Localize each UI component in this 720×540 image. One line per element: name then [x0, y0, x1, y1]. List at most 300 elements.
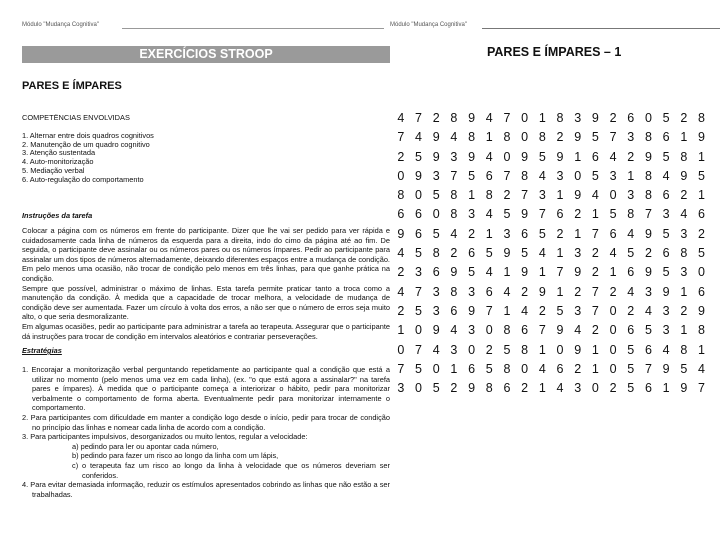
grid-digit[interactable]: 8: [644, 188, 652, 203]
grid-digit[interactable]: 2: [591, 323, 599, 338]
list-item: 1. Encorajar a monitorização verbal perguntando repetidamente ao participante qual a condição que está a utilizar no momento (pelo menos uma vez em cada linha), (ex. "o que está agora a assinalar?" na tarefa pares e ímpares). À medida que o participante começa a interiorizar o hábito, pedir para monitorizar verbalmente o comportamento de forma aberta. Eventualmente pedir para monitorizar internamente o comportamento.: [22, 365, 390, 413]
grid-digit[interactable]: 3: [680, 265, 688, 280]
grid-digit[interactable]: 4: [662, 342, 670, 357]
grid-digit[interactable]: 6: [521, 226, 529, 241]
grid-digit[interactable]: 9: [644, 149, 652, 164]
number-grid: [392, 111, 710, 400]
grid-digit[interactable]: 7: [698, 381, 705, 396]
grid-digit[interactable]: 8: [521, 342, 529, 357]
grid-digit[interactable]: 2: [503, 188, 511, 203]
grid-digit[interactable]: 2: [680, 303, 688, 318]
grid-digit[interactable]: 6: [415, 226, 422, 241]
grid-digit[interactable]: 9: [556, 149, 564, 164]
grid-digit[interactable]: 0: [609, 323, 617, 338]
grid-digit[interactable]: 5: [662, 149, 670, 164]
grid-digit[interactable]: 8: [503, 323, 511, 338]
grid-digit[interactable]: 1: [538, 111, 546, 125]
grid-digit[interactable]: 4: [644, 303, 652, 318]
grid-digit[interactable]: 3: [432, 303, 440, 318]
grid-digit[interactable]: 4: [521, 303, 529, 318]
grid-digit[interactable]: 4: [609, 149, 617, 164]
grid-digit[interactable]: 6: [556, 207, 564, 222]
grid-digit[interactable]: 0: [609, 303, 617, 318]
grid-digit[interactable]: 3: [662, 303, 670, 318]
grid-digit[interactable]: 0: [574, 168, 582, 183]
grid-digit[interactable]: 8: [503, 361, 511, 376]
grid-digit[interactable]: 6: [468, 361, 476, 376]
grid-digit[interactable]: 6: [432, 265, 440, 280]
grid-digit[interactable]: 9: [662, 284, 670, 299]
grid-digit[interactable]: 0: [397, 168, 405, 183]
grid-digit[interactable]: 0: [415, 323, 422, 338]
grid-digit[interactable]: 7: [503, 111, 511, 125]
grid-digit[interactable]: 9: [574, 342, 582, 357]
grid-digit[interactable]: 4: [485, 265, 493, 280]
grid-digit[interactable]: 2: [556, 130, 564, 145]
grid-digit[interactable]: 2: [468, 226, 476, 241]
grid-digit[interactable]: 9: [432, 149, 440, 164]
grid-digit[interactable]: 3: [503, 226, 511, 241]
grid-digit[interactable]: 4: [503, 284, 511, 299]
grid-digit[interactable]: 9: [432, 323, 440, 338]
grid-digit[interactable]: 9: [644, 226, 652, 241]
grid-digit[interactable]: 5: [627, 246, 635, 261]
grid-digit[interactable]: 4: [397, 111, 405, 125]
grid-digit[interactable]: 4: [574, 323, 582, 338]
grid-digit[interactable]: 5: [485, 361, 493, 376]
list-item: 6. Auto-regulação do comportamento: [22, 174, 144, 184]
sheet-title: PARES E ÍMPARES – 1: [487, 45, 622, 59]
list-item: 2. Para participantes com dificuldade em manter a condição logo desde o início, pedir para trocar de condição no princípio das linhas e nomear cada linha de acordo com a condição.: [22, 412, 390, 432]
grid-digit[interactable]: 1: [698, 149, 705, 164]
grid-digit[interactable]: 6: [521, 323, 529, 338]
grid-digit[interactable]: 7: [591, 284, 599, 299]
grid-digit[interactable]: 8: [538, 130, 546, 145]
grid-digit[interactable]: 5: [627, 381, 635, 396]
grid-digit[interactable]: 4: [485, 149, 493, 164]
grid-digit[interactable]: 1: [538, 381, 546, 396]
grid-digit[interactable]: 8: [485, 381, 493, 396]
grid-digit[interactable]: 7: [591, 226, 599, 241]
list-item: 4. Para evitar demasiada informação, reduzir os estímulos apresentados cobrindo as linhas que não estão a ser trabalhadas.: [22, 480, 390, 499]
grid-digit[interactable]: 1: [574, 149, 582, 164]
grid-digit[interactable]: 1: [397, 323, 405, 338]
grid-digit[interactable]: 5: [415, 361, 422, 376]
grid-digit[interactable]: 7: [644, 361, 652, 376]
grid-digit[interactable]: 8: [450, 111, 458, 125]
grid-digit[interactable]: 4: [556, 381, 564, 396]
grid-digit[interactable]: 4: [538, 361, 546, 376]
grid-digit[interactable]: 7: [415, 284, 422, 299]
grid-digit[interactable]: 8: [644, 130, 652, 145]
grid-digit[interactable]: 5: [432, 381, 440, 396]
grid-digit[interactable]: 8: [627, 207, 635, 222]
grid-digit[interactable]: 5: [432, 226, 440, 241]
grid-digit[interactable]: 2: [627, 303, 635, 318]
grid-digit[interactable]: 2: [450, 381, 458, 396]
grid-digit[interactable]: 4: [662, 168, 670, 183]
grid-digit[interactable]: 5: [521, 246, 529, 261]
competencias-heading: COMPETÊNCIAS ENVOLVIDAS: [22, 114, 130, 122]
grid-digit[interactable]: 0: [698, 265, 705, 280]
grid-digit[interactable]: 9: [468, 149, 476, 164]
grid-digit[interactable]: 2: [485, 342, 493, 357]
grid-digit[interactable]: 6: [397, 207, 405, 222]
grid-digit[interactable]: 9: [432, 130, 440, 145]
grid-digit[interactable]: 8: [485, 188, 493, 203]
grid-digit[interactable]: 7: [556, 265, 564, 280]
grid-digit[interactable]: 5: [538, 149, 546, 164]
grid-digit[interactable]: 6: [662, 246, 670, 261]
grid-digit[interactable]: 0: [644, 111, 652, 125]
grid-digit[interactable]: 4: [538, 246, 546, 261]
grid-digit[interactable]: 3: [609, 168, 617, 183]
grid-digit[interactable]: 9: [644, 265, 652, 280]
grid-digit[interactable]: 2: [627, 149, 635, 164]
grid-digit[interactable]: 3: [574, 111, 582, 125]
grid-digit[interactable]: 9: [468, 381, 476, 396]
grid-digit[interactable]: 0: [432, 207, 440, 222]
list-item: 3. Para participantes impulsivos, desorganizados ou muito lentos, regular a velocidade:: [22, 432, 308, 442]
instrucoes-paragraph: Em algumas ocasiões, pedir ao participante para administrar a tarefa ao terapeuta. Assegurar que o participante dá instruções para trocar de condição em intervalos aleatórios e contrariar perseverações.: [22, 321, 390, 341]
grid-digit[interactable]: 5: [556, 303, 564, 318]
grid-digit[interactable]: 9: [521, 265, 529, 280]
grid-digit[interactable]: 4: [397, 246, 405, 261]
grid-digit[interactable]: 3: [574, 381, 582, 396]
grid-digit[interactable]: 9: [574, 130, 582, 145]
grid-digit[interactable]: 3: [538, 188, 546, 203]
list-item: 1. Alternar entre dois quadros cognitivos: [22, 130, 154, 140]
grid-digit[interactable]: 7: [415, 111, 422, 125]
grid-digit[interactable]: 9: [450, 265, 458, 280]
grid-digit[interactable]: 3: [450, 149, 458, 164]
grid-digit[interactable]: 6: [627, 323, 635, 338]
list-item: 5. Mediação verbal: [22, 165, 85, 175]
grid-digit[interactable]: 2: [574, 284, 582, 299]
grid-digit[interactable]: 6: [698, 207, 705, 222]
grid-digit[interactable]: 2: [591, 246, 599, 261]
grid-digit[interactable]: 0: [503, 149, 511, 164]
grid-digit[interactable]: 5: [627, 342, 635, 357]
grid-digit[interactable]: 5: [627, 361, 635, 376]
list-item: 3. Atenção sustentada: [22, 148, 96, 158]
grid-digit[interactable]: 7: [503, 168, 511, 183]
grid-digit[interactable]: 2: [609, 381, 617, 396]
grid-digit[interactable]: 6: [503, 381, 511, 396]
grid-digit[interactable]: 0: [415, 381, 422, 396]
grid-digit[interactable]: 9: [574, 188, 582, 203]
header-right-module: Módulo "Mudança Cognitiva": [390, 22, 467, 28]
grid-digit[interactable]: 1: [591, 207, 599, 222]
grid-digit[interactable]: 1: [680, 130, 688, 145]
exercise-banner: EXERCÍCIOS STROOP: [22, 46, 390, 63]
grid-digit[interactable]: 1: [627, 168, 635, 183]
grid-digit[interactable]: 2: [574, 361, 582, 376]
grid-digit[interactable]: 4: [609, 246, 617, 261]
grid-digit[interactable]: 1: [574, 226, 582, 241]
grid-digit[interactable]: 5: [415, 246, 422, 261]
grid-digit[interactable]: 9: [415, 168, 422, 183]
grid-digit[interactable]: 7: [538, 207, 546, 222]
grid-digit[interactable]: 3: [397, 381, 405, 396]
grid-digit[interactable]: 5: [644, 323, 652, 338]
grid-digit[interactable]: 1: [556, 188, 564, 203]
grid-digit[interactable]: 7: [450, 168, 458, 183]
grid-digit[interactable]: 0: [432, 361, 440, 376]
estrategias-list: [22, 365, 390, 499]
grid-digit[interactable]: 3: [627, 130, 635, 145]
grid-digit[interactable]: 5: [432, 188, 440, 203]
grid-digit[interactable]: 9: [574, 265, 582, 280]
section-title: PARES E ÍMPARES: [22, 80, 122, 92]
grid-digit[interactable]: 0: [609, 361, 617, 376]
grid-digit[interactable]: 3: [432, 284, 440, 299]
grid-digit[interactable]: 3: [574, 303, 582, 318]
grid-digit[interactable]: 1: [468, 188, 476, 203]
grid-digit[interactable]: 7: [644, 207, 652, 222]
grid-digit[interactable]: 2: [538, 303, 546, 318]
grid-digit[interactable]: 2: [521, 284, 529, 299]
grid-digit[interactable]: 6: [468, 246, 476, 261]
grid-digit[interactable]: 9: [468, 303, 476, 318]
list-item: 2. Manutenção de um quadro cognitivo: [22, 139, 150, 149]
header-rule-right: [482, 28, 720, 29]
grid-digit[interactable]: 1: [538, 265, 546, 280]
grid-digit[interactable]: 1: [503, 265, 511, 280]
grid-digit[interactable]: 8: [644, 168, 652, 183]
grid-digit[interactable]: 5: [591, 130, 599, 145]
grid-digit[interactable]: 4: [415, 130, 422, 145]
grid-digit[interactable]: 9: [680, 381, 688, 396]
grid-digit[interactable]: 8: [503, 130, 511, 145]
grid-digit[interactable]: 4: [397, 284, 405, 299]
grid-digit[interactable]: 0: [485, 323, 493, 338]
grid-digit[interactable]: 5: [468, 168, 476, 183]
grid-digit[interactable]: 2: [450, 246, 458, 261]
grid-digit[interactable]: 9: [591, 111, 599, 125]
grid-digit[interactable]: 6: [591, 149, 599, 164]
grid-digit[interactable]: 4: [698, 361, 705, 376]
grid-digit[interactable]: 9: [397, 226, 405, 241]
grid-digit[interactable]: 6: [485, 284, 493, 299]
grid-digit[interactable]: 3: [644, 284, 652, 299]
grid-digit[interactable]: 5: [609, 207, 617, 222]
grid-digit[interactable]: 3: [574, 246, 582, 261]
grid-digit[interactable]: 7: [591, 303, 599, 318]
grid-digit[interactable]: 1: [698, 342, 705, 357]
grid-digit[interactable]: 8: [680, 342, 688, 357]
list-subitem: c) o terapeuta faz um risco ao longo da linha à velocidade que os números deveriam ser conferidos.: [72, 460, 390, 480]
grid-digit[interactable]: 6: [698, 284, 705, 299]
grid-digit[interactable]: 2: [609, 284, 617, 299]
grid-digit[interactable]: 0: [468, 342, 476, 357]
grid-digit[interactable]: 6: [415, 207, 422, 222]
grid-digit[interactable]: 5: [538, 226, 546, 241]
grid-digit[interactable]: 8: [450, 188, 458, 203]
grid-digit[interactable]: 5: [415, 149, 422, 164]
grid-digit[interactable]: 2: [644, 246, 652, 261]
grid-digit[interactable]: 8: [680, 149, 688, 164]
grid-digit[interactable]: 3: [680, 226, 688, 241]
grid-digit[interactable]: 7: [609, 130, 617, 145]
grid-digit[interactable]: 0: [556, 342, 564, 357]
grid-digit[interactable]: 1: [485, 226, 493, 241]
grid-digit[interactable]: 1: [591, 361, 599, 376]
grid-digit[interactable]: 8: [521, 168, 529, 183]
grid-digit[interactable]: 9: [503, 246, 511, 261]
grid-digit[interactable]: 4: [485, 111, 493, 125]
grid-digit[interactable]: 6: [627, 111, 635, 125]
header-left-module: Módulo "Mudança Cognitiva": [22, 22, 99, 28]
instrucoes-heading: Instruções da tarefa: [22, 212, 93, 220]
grid-digit[interactable]: 0: [521, 111, 529, 125]
grid-digit[interactable]: 6: [627, 265, 635, 280]
grid-digit[interactable]: 6: [644, 381, 652, 396]
grid-digit[interactable]: 1: [662, 381, 670, 396]
instrucoes-paragraph: Sempre que possível, administrar o máximo de linhas. Esta tarefa permite praticar tanto a troca como a manutenção da condição. À medida que a capacidade de trocar melhora, a velocidade de mudança de condição deve ser aumentada. Fazer um círculo à volta dos erros, a não ser que o número de erros seja muito alto, o que seria desmoralizante.: [22, 283, 390, 322]
grid-digit[interactable]: 2: [397, 303, 405, 318]
grid-digit[interactable]: 1: [556, 284, 564, 299]
grid-digit[interactable]: 0: [591, 381, 599, 396]
grid-digit[interactable]: 5: [662, 265, 670, 280]
grid-digit[interactable]: 9: [521, 149, 529, 164]
grid-digit[interactable]: 4: [538, 168, 546, 183]
grid-digit[interactable]: 5: [503, 342, 511, 357]
grid-digit[interactable]: 8: [680, 246, 688, 261]
grid-digit[interactable]: 0: [609, 188, 617, 203]
grid-digit[interactable]: 3: [662, 323, 670, 338]
grid-digit[interactable]: 5: [503, 207, 511, 222]
grid-digit[interactable]: 6: [662, 130, 670, 145]
grid-digit[interactable]: 5: [698, 246, 705, 261]
grid-digit[interactable]: 3: [556, 168, 564, 183]
instrucoes-paragraph: Colocar a página com os números em frente do participante. Dizer que lhe vai ser pedido para ver rápida e cuidadosamente cada linha de números da esquerda para a direita, indo do cimo da página até ao fim. De seguida, o participante deve assinalar ou os números pares ou os números ímpares. Pedir ao participante para assinalar um dos tipos de números alternadamente, deixando diferentes espaços entre a mudança de condição. Em pelo menos uma ocasião, não trocar de condição pelo menos em três linhas, para que ganhe prática na condição.: [22, 226, 390, 283]
grid-digit[interactable]: 5: [485, 246, 493, 261]
grid-digit[interactable]: 1: [503, 303, 511, 318]
grid-digit[interactable]: 3: [450, 342, 458, 357]
grid-digit[interactable]: 7: [485, 303, 493, 318]
grid-digit[interactable]: 3: [415, 265, 422, 280]
grid-digit[interactable]: 0: [609, 342, 617, 357]
grid-digit[interactable]: 2: [591, 265, 599, 280]
grid-digit[interactable]: 3: [468, 284, 476, 299]
grid-digit[interactable]: 9: [556, 323, 564, 338]
grid-digit[interactable]: 5: [662, 111, 670, 125]
grid-digit[interactable]: 3: [662, 207, 670, 222]
grid-digit[interactable]: 2: [609, 111, 617, 125]
grid-digit[interactable]: 8: [556, 111, 564, 125]
grid-digit[interactable]: 4: [485, 207, 493, 222]
grid-digit[interactable]: 8: [397, 188, 405, 203]
grid-digit[interactable]: 9: [662, 361, 670, 376]
estrategias-heading: Estratégias: [22, 347, 62, 355]
grid-digit[interactable]: 4: [450, 130, 458, 145]
grid-digit[interactable]: 2: [680, 111, 688, 125]
grid-digit[interactable]: 3: [468, 207, 476, 222]
grid-digit[interactable]: 5: [591, 168, 599, 183]
header-rule-left: [122, 28, 384, 29]
grid-digit[interactable]: 8: [698, 323, 705, 338]
grid-digit[interactable]: 4: [627, 226, 635, 241]
grid-digit[interactable]: 1: [450, 361, 458, 376]
grid-digit[interactable]: 7: [397, 361, 405, 376]
grid-digit[interactable]: 9: [698, 303, 705, 318]
grid-digit[interactable]: 5: [415, 303, 422, 318]
grid-digit[interactable]: 1: [591, 342, 599, 357]
grid-digit[interactable]: 8: [450, 284, 458, 299]
list-subitem: b) pedindo para fazer um risco ao longo da linha com um lápis,: [72, 451, 279, 461]
grid-digit[interactable]: 2: [397, 149, 405, 164]
grid-digit[interactable]: 6: [609, 226, 617, 241]
grid-digit[interactable]: 7: [397, 130, 405, 145]
grid-digit[interactable]: 5: [698, 168, 705, 183]
grid-digit[interactable]: 6: [662, 188, 670, 203]
grid-digit[interactable]: 0: [415, 188, 422, 203]
competencias-section: [22, 114, 384, 185]
grid-digit[interactable]: 7: [538, 323, 546, 338]
list-subitem: a) pedindo para ler ou apontar cada número,: [72, 441, 219, 451]
grid-digit[interactable]: 6: [450, 303, 458, 318]
grid-digit[interactable]: 9: [468, 111, 476, 125]
grid-digit[interactable]: 9: [698, 130, 705, 145]
grid-digit[interactable]: 3: [432, 168, 440, 183]
grid-digit[interactable]: 1: [698, 188, 705, 203]
grid-digit[interactable]: 4: [450, 226, 458, 241]
grid-digit[interactable]: 0: [521, 361, 529, 376]
grid-digit[interactable]: 5: [468, 265, 476, 280]
grid-digit[interactable]: 2: [680, 188, 688, 203]
instrucoes-text: [22, 226, 390, 341]
grid-digit[interactable]: 0: [521, 130, 529, 145]
grid-digit[interactable]: 8: [450, 207, 458, 222]
grid-digit[interactable]: 0: [397, 342, 405, 357]
grid-digit[interactable]: 1: [556, 246, 564, 261]
grid-digit[interactable]: 3: [627, 188, 635, 203]
grid-digit[interactable]: 1: [680, 284, 688, 299]
grid-digit[interactable]: 5: [662, 226, 670, 241]
grid-digit[interactable]: 2: [397, 265, 405, 280]
grid-digit[interactable]: 4: [450, 323, 458, 338]
grid-digit[interactable]: 1: [609, 265, 617, 280]
grid-digit[interactable]: 2: [698, 226, 705, 241]
grid-digit[interactable]: 4: [627, 284, 635, 299]
grid-digit[interactable]: 6: [556, 361, 564, 376]
grid-digit[interactable]: 8: [468, 130, 476, 145]
grid-digit[interactable]: 3: [468, 323, 476, 338]
grid-digit[interactable]: 6: [485, 168, 493, 183]
grid-digit[interactable]: 7: [521, 188, 529, 203]
grid-digit[interactable]: 2: [432, 111, 440, 125]
grid-digit[interactable]: 2: [521, 381, 529, 396]
grid-digit[interactable]: 9: [538, 284, 546, 299]
grid-digit[interactable]: 1: [485, 130, 493, 145]
list-item: 4. Auto-monitorização: [22, 157, 94, 167]
grid-digit[interactable]: 4: [432, 342, 440, 357]
grid-digit[interactable]: 1: [680, 323, 688, 338]
grid-digit[interactable]: 8: [432, 246, 440, 261]
grid-digit[interactable]: 9: [521, 207, 529, 222]
grid-digit[interactable]: 4: [591, 188, 599, 203]
grid-digit[interactable]: 7: [415, 342, 422, 357]
grid-digit[interactable]: 5: [680, 361, 688, 376]
grid-digit[interactable]: 8: [698, 111, 705, 125]
grid-digit[interactable]: 9: [680, 168, 688, 183]
grid-digit[interactable]: 2: [556, 226, 564, 241]
grid-digit[interactable]: 2: [574, 207, 582, 222]
grid-digit[interactable]: 6: [644, 342, 652, 357]
grid-digit[interactable]: 4: [680, 207, 688, 222]
grid-digit[interactable]: 1: [538, 342, 546, 357]
